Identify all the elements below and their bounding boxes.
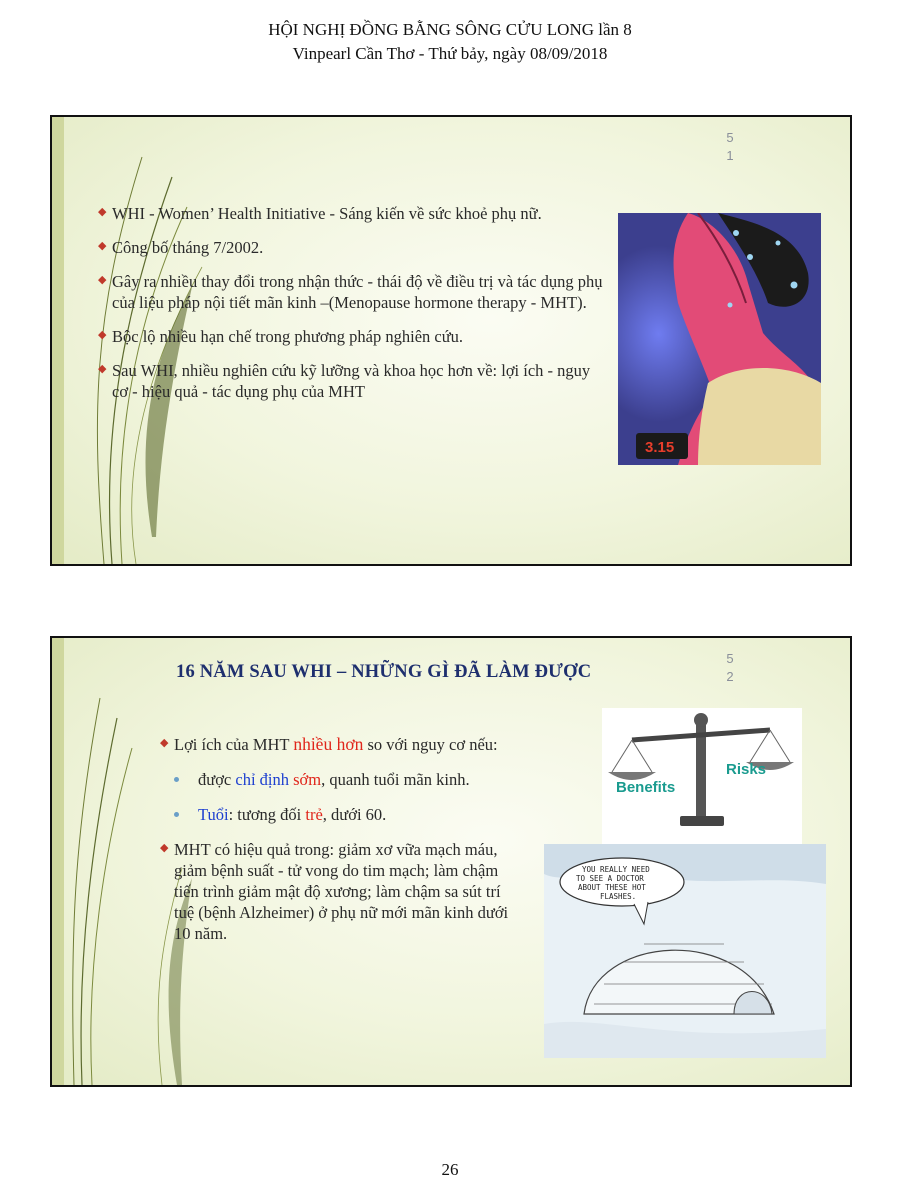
diamond-bullet-icon: ◆ <box>98 206 107 218</box>
header-line-2: Vinpearl Cần Thơ - Thứ bảy, ngày 08/09/2018 <box>292 44 608 63</box>
slide-number: 5 1 <box>726 130 734 163</box>
svg-text:ABOUT THESE HOT: ABOUT THESE HOT <box>578 883 646 892</box>
sub-bullet-item: Tuổi: tương đối trẻ, dưới 60. <box>174 804 510 825</box>
sub-bullets <box>174 769 510 825</box>
svg-text:TO SEE A DOCTOR: TO SEE A DOCTOR <box>576 874 644 883</box>
svg-text:YOU REALLY NEED: YOU REALLY NEED <box>582 865 650 874</box>
page-number: 26 <box>441 1160 459 1179</box>
slide-52-bullets <box>160 734 510 957</box>
document-header <box>0 18 900 66</box>
header-line-1: HỘI NGHỊ ĐỒNG BẰNG SÔNG CỬU LONG lần 8 <box>268 20 632 39</box>
diamond-bullet-icon: ◆ <box>160 842 169 854</box>
diamond-bullet-icon: ◆ <box>98 274 107 286</box>
slide-52 <box>50 636 852 1087</box>
round-bullet-icon <box>174 777 179 782</box>
bullet-item: ◆ Bộc lộ nhiều hạn chế trong phương pháp nghiên cứu. <box>98 327 464 346</box>
bullet-item: ◆ Sau WHI, nhiều nghiên cứu kỹ lưỡng và khoa học hơn về: lợi ích - nguy cơ - hiệu quả - tác dụng phụ của MHT <box>98 361 591 401</box>
bullet-item: ◆ Lợi ích của MHT nhiều hơn so với nguy cơ nếu: được chỉ định sớm, quanh tuổi mãn kinh. Tuổi: tương đối trẻ, dưới 60. <box>160 734 510 825</box>
diamond-bullet-icon: ◆ <box>98 329 107 341</box>
bullet-item: ◆ MHT có hiệu quả trong: giảm xơ vữa mạch máu, giảm bệnh suất - tử vong do tim mạch; làm chậm tiến trình giảm mật độ xương; làm chậm sa sút trí tuệ (bệnh Alzheimer) ở phụ nữ mới mãn kinh dưới 10 năm. <box>160 840 509 943</box>
bullet-item: ◆ WHI - Women’ Health Initiative - Sáng kiến về sức khoẻ phụ nữ. <box>98 204 542 223</box>
svg-text:Risks: Risks <box>726 761 767 778</box>
hot-flash-illustration <box>618 213 821 465</box>
slide-title: 16 NĂM SAU WHI – NHỮNG GÌ ĐÃ LÀM ĐƯỢC <box>176 662 592 682</box>
benefits-risks-scale-image <box>602 708 802 844</box>
svg-text:FLASHES.: FLASHES. <box>600 892 637 901</box>
slide-51 <box>50 115 852 566</box>
round-bullet-icon <box>174 812 179 817</box>
slide-number: 5 2 <box>726 651 734 684</box>
diamond-bullet-icon: ◆ <box>98 363 107 375</box>
diamond-bullet-icon: ◆ <box>160 737 169 749</box>
svg-text:Benefits: Benefits <box>616 779 676 796</box>
slide-51-bullets <box>98 203 608 415</box>
sub-bullet-item: được chỉ định sớm, quanh tuổi mãn kinh. <box>174 769 510 790</box>
bullet-item: ◆ Gây ra nhiều thay đổi trong nhận thức - thái độ về điều trị và tác dụng phụ của liệu pháp nội tiết mãn kinh –(Menopause hormone therapy - MHT). <box>98 272 603 312</box>
svg-text:3.15: 3.15 <box>645 439 675 456</box>
bullet-item: ◆ Công bố tháng 7/2002. <box>98 238 264 257</box>
diamond-bullet-icon: ◆ <box>98 240 107 252</box>
igloo-cartoon-image <box>544 844 826 1058</box>
